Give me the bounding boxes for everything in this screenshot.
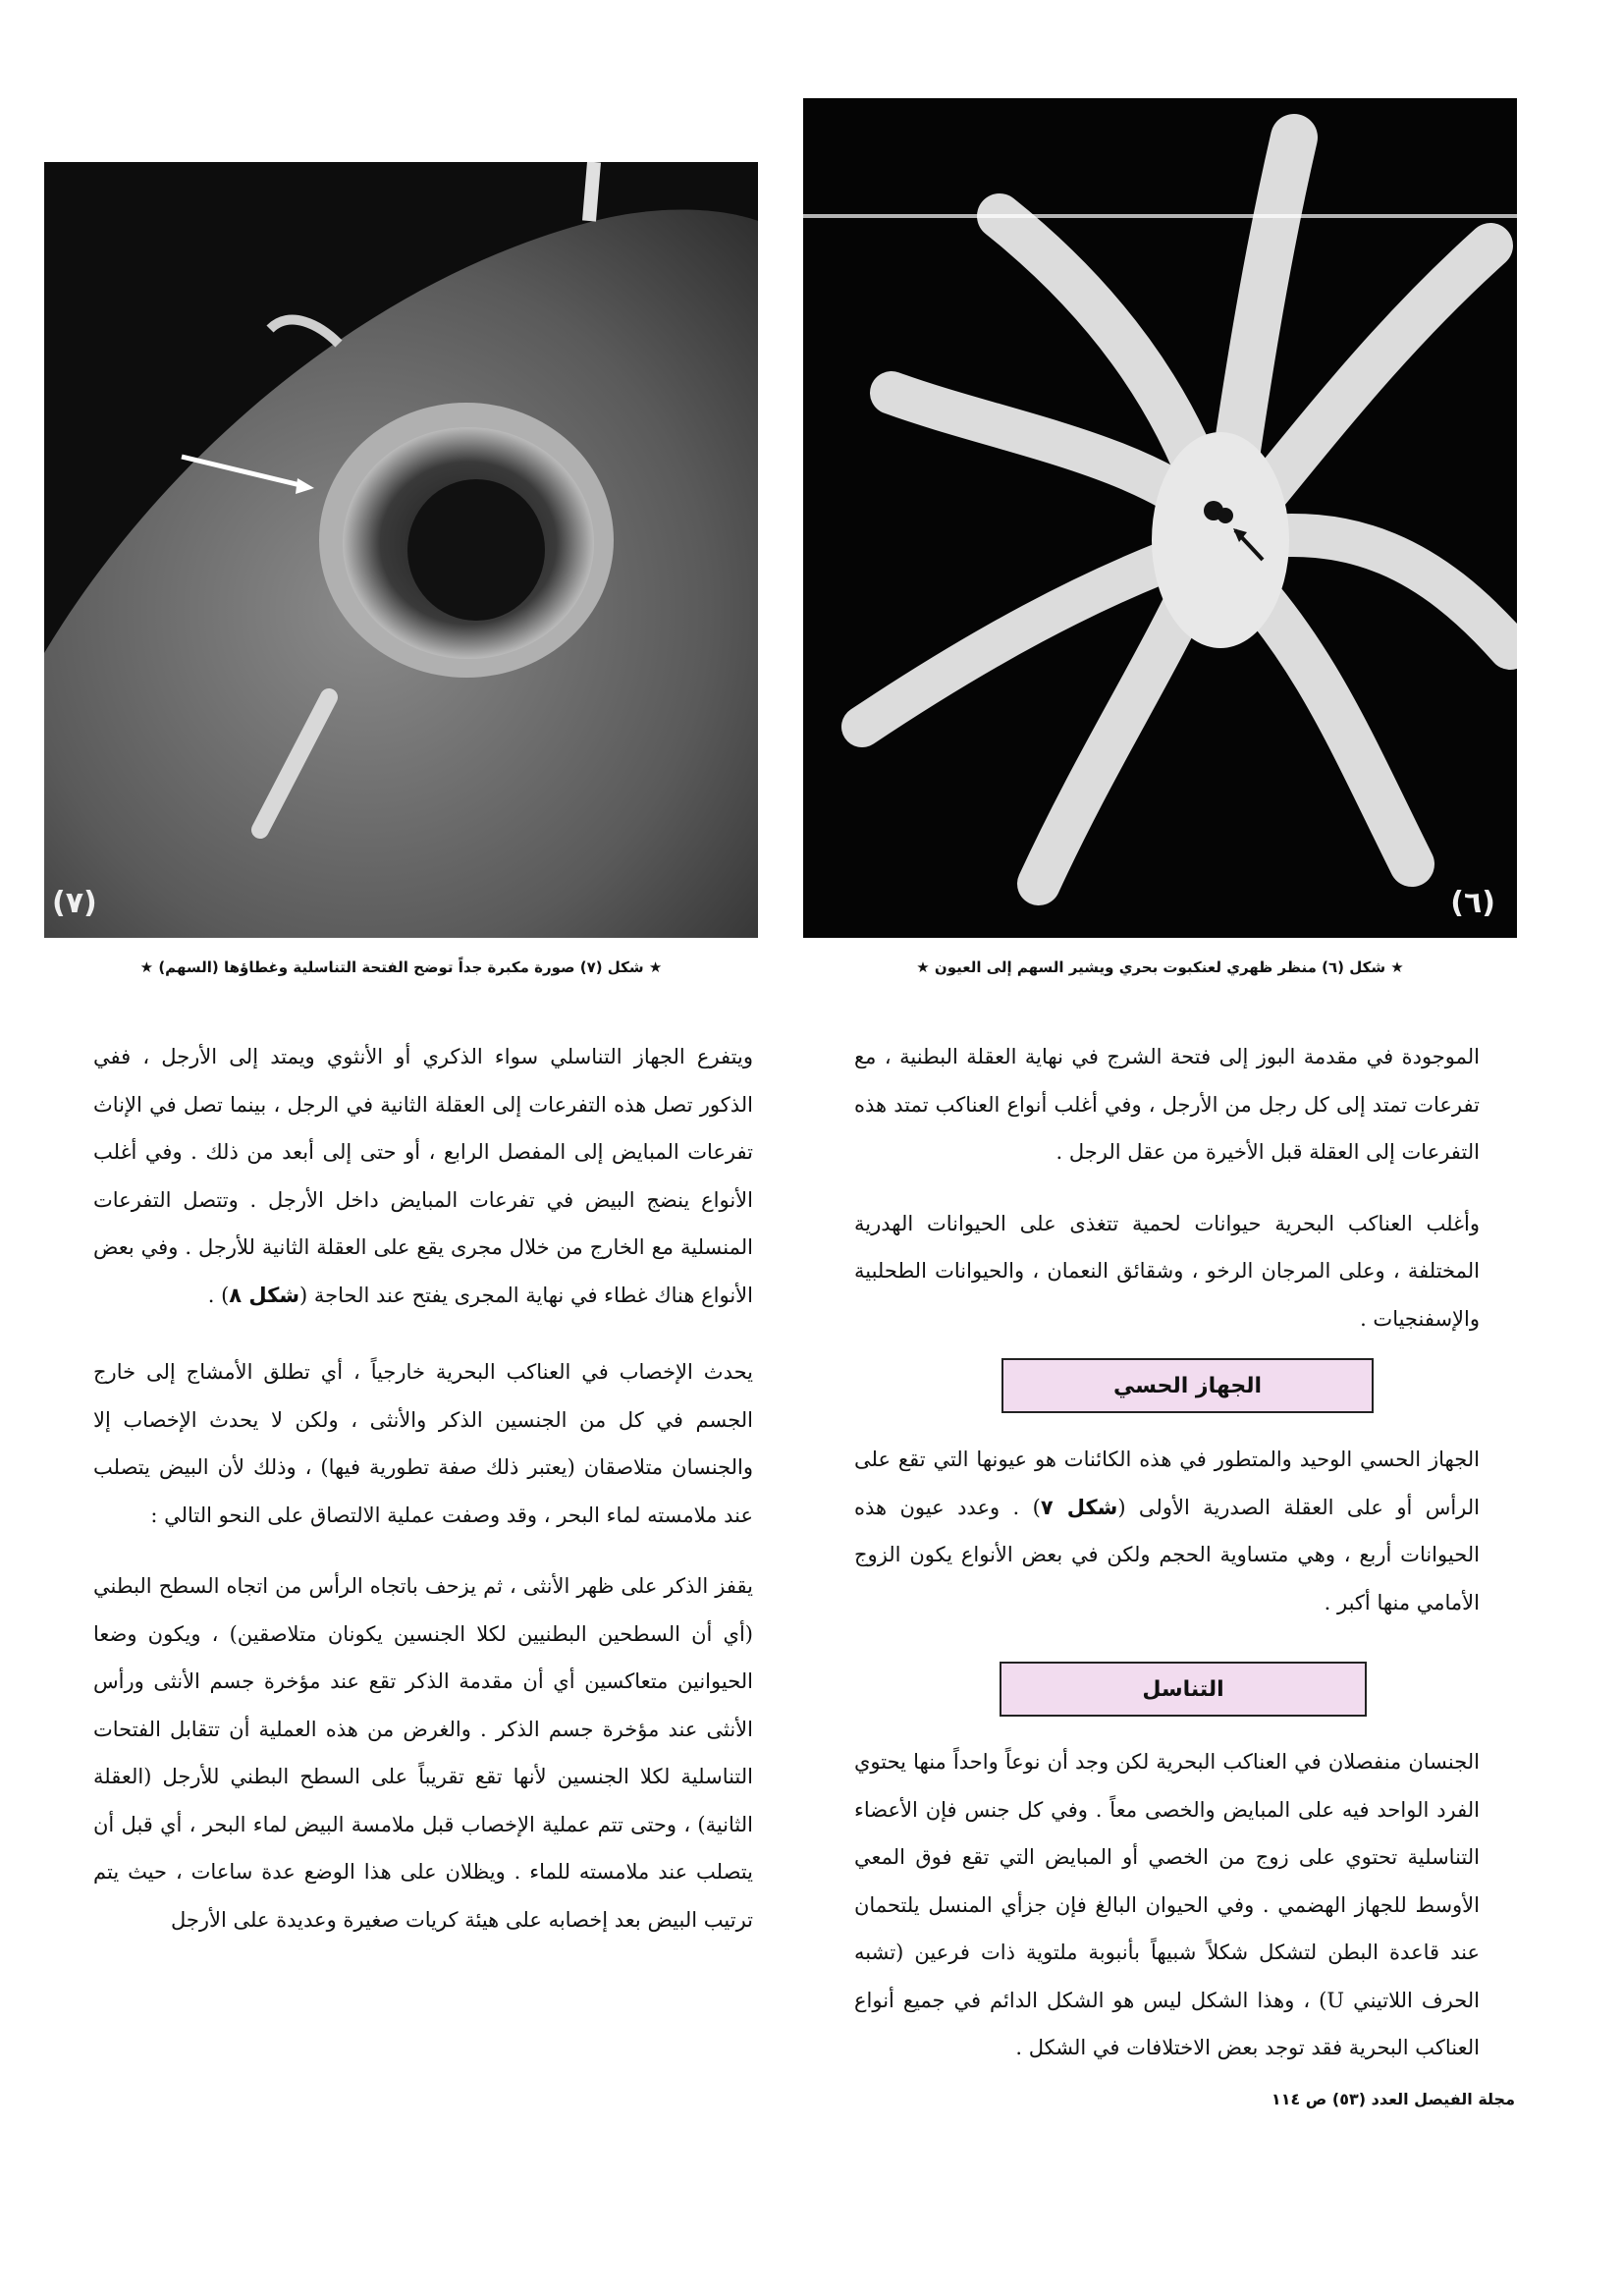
figure-6-number: (٦): [1450, 886, 1495, 920]
left-paragraph-2: يحدث الإخصاب في العناكب البحرية خارجياً ، أي تطلق الأمشاج إلى خارج الجسم في كل من الجنسين الذكر والأنثى ، ولكن لا يحدث الإخصاب إلا والجنسان متلاصقان (يعتبر ذلك صفة تطورية فيها) ، وذلك لأن البيض يتصلب عند ملامسته لماء البحر ، وقد وصفت عملية الالتصاق على النحو التالي :: [93, 1360, 753, 1527]
sensory-text-after: ) . وعدد عيون هذه الحيوانات أربع ، وهي متساوية الحجم ولكن في بعض الأنواع يكون الزوج الأمامي منها أكبر .: [854, 1495, 1480, 1614]
sensory-paragraph: [854, 1436, 1480, 1650]
sem-genital-opening-image: [44, 162, 758, 938]
figure-8-reference: شكل ٨: [229, 1283, 300, 1307]
page-footer: مجلة الفيصل العدد (٥٣) ص ١١٤: [1271, 2090, 1515, 2108]
figure-7-caption: ★ شكل (٧) صورة مكبرة جداً توضح الفتحة التناسلية وغطاؤها (السهم) ★: [139, 958, 663, 976]
reproduction-heading: التناسل: [1000, 1662, 1367, 1717]
figure-7-number: (٧): [52, 886, 97, 920]
figure-6-photo: [803, 98, 1517, 938]
reproduction-paragraph: [854, 1738, 1480, 2096]
sea-spider-dorsal-image: [803, 98, 1517, 938]
sensory-system-heading: الجهاز الحسي: [1001, 1358, 1374, 1413]
figure-6-caption: ★ شكل (٦) منظر ظهري لعنكبوت بحري ويشير السهم إلى العيون ★: [916, 958, 1404, 976]
figure-7-photo: [44, 162, 758, 938]
figure-7-reference: شكل ٧: [1040, 1495, 1118, 1519]
left-p1-after: ) .: [207, 1283, 230, 1307]
right-paragraph-1: الموجودة في مقدمة البوز إلى فتحة الشرج في نهاية العقلة البطنية ، مع تفرعات تمتد إلى كل رجل من الأرجل ، وفي أغلب أنواع العناكب تمتد هذه التفرعات إلى العقلة قبل الأخيرة من عقل الرجل .: [854, 1045, 1480, 1164]
right-column: [854, 1033, 1480, 1366]
reproduction-text: الجنسان منفصلان في العناكب البحرية لكن وجد أن نوعاً واحداً منها يحتوي الفرد الواحد فيه على المبايض والخصى معاً . وفي كل جنس فإن الأعضاء التناسلية تحتوي على زوج من الخصي أو المبايض التي تقع فوق المعي الأوسط للجهاز الهضمي . وفي الحيوان البالغ فإن جزأي المنسل يلتحمان عند قاعدة البطن لتشكل شكلاً شبيهاً بأنبوبة ملتوية ذات فرعين (تشبه الحرف اللاتيني U) ، وهذا الشكل ليس هو الشكل الدائم في جميع أنواع العناكب البحرية فقد توجد بعض الاختلافات في الشكل .: [854, 1750, 1481, 2059]
left-column: [93, 1033, 753, 1967]
left-paragraph-3: يقفز الذكر على ظهر الأنثى ، ثم يزحف باتجاه الرأس من اتجاه السطح البطني (أي أن السطحين البطنيين لكلا الجنسين يكونان متلاصقين) ، ويكون وضعا الحيوانين متعاكسين أي أن مقدمة الذكر تقع عند مؤخرة جسم الأنثى ورأس الأنثى عند مؤخرة جسم الذكر . والغرض من هذه العملية أن تتقابل الفتحات التناسلية لكلا الجنسين لأنها تقع تقريباً على السطح البطني للأرجل (العقلة الثانية) ، وحتى تتم عملية الإخصاب قبل ملامسة البيض لماء البحر ، أي قبل أن يتصلب عند ملامسته للماء . ويظلان على هذا الوضع عدة ساعات ، حيث يتم ترتيب البيض بعد إخصابه على هيئة كريات صغيرة وعديدة على الأرجل: [93, 1574, 753, 1932]
sensory-text: [854, 1436, 1480, 1626]
left-p1-before: ويتفرع الجهاز التناسلي سواء الذكري أو الأنثوي ويمتد إلى الأرجل ، ففي الذكور تصل هذه التفرعات إلى العقلة الثانية في الرجل ، بينما تصل في الإناث تفرعات المبايض إلى المفصل الرابع ، أو حتى إلى أبعد من ذلك . وفي أغلب الأنواع ينضج البيض في تفرعات المبايض داخل الأرجل . وتتصل التفرعات المنسلية مع الخارج من خلال مجرى يقع على العقلة الثانية للأرجل . وفي بعض الأنواع هناك غطاء في نهاية المجرى يفتح عند الحاجة (: [93, 1045, 753, 1307]
left-paragraph-1: [93, 1033, 753, 1319]
sensory-text-before: الجهاز الحسي الوحيد والمتطور في هذه الكائنات هو عيونها التي تقع على الرأس أو على العقلة الصدرية الأولى (: [854, 1448, 1481, 1519]
right-paragraph-2: وأغلب العناكب البحرية حيوانات لحمية تتغذى على الحيوانات الهدرية المختلفة ، وعلى المرجان الرخو ، وشقائق النعمان ، والحيوانات الطحلبية والإسفنجيات .: [854, 1211, 1480, 1331]
